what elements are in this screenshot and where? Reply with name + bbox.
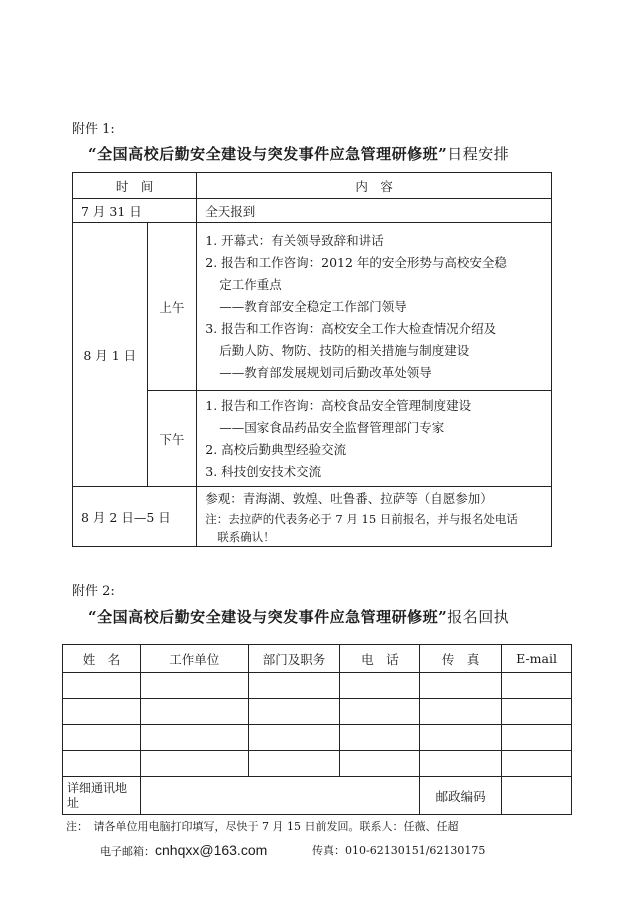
empty-cell[interactable] <box>63 751 141 777</box>
empty-cell[interactable] <box>140 725 248 751</box>
empty-cell[interactable] <box>140 699 248 725</box>
empty-cell[interactable] <box>63 725 141 751</box>
col-phone: 电 话 <box>340 645 420 673</box>
col-organization: 工作单位 <box>140 645 248 673</box>
empty-cell[interactable] <box>502 699 572 725</box>
attachment1-title <box>88 143 509 164</box>
pm-item: 1. 报告和工作咨询：高校食品安全管理制度建设 <box>205 397 472 413</box>
col-fax: 传 真 <box>420 645 502 673</box>
address-field[interactable] <box>140 777 419 815</box>
empty-cell[interactable] <box>340 725 420 751</box>
empty-cell[interactable] <box>502 673 572 699</box>
footer-email: cnhqxx@163.com <box>155 842 268 858</box>
visit-item: 参观：青海湖、敦煌、吐鲁番、拉萨等（自愿参加） <box>205 490 493 506</box>
empty-cell[interactable] <box>502 725 572 751</box>
empty-cell[interactable] <box>340 699 420 725</box>
attachment2-title <box>88 606 509 627</box>
empty-cell[interactable] <box>420 751 502 777</box>
schedule-date-jul31: 7 月 31 日 <box>73 199 197 223</box>
empty-cell[interactable] <box>248 725 340 751</box>
schedule-content-aug2-5 <box>197 487 552 547</box>
attachment1-label: 附件 1: <box>72 122 115 137</box>
schedule-date-aug2-5: 8 月 2 日—5 日 <box>73 487 197 547</box>
empty-cell[interactable] <box>420 725 502 751</box>
footer-note: 注： 请各单位用电脑打印填写，尽快于 7 月 15 日前发回。联系人：任薇、任超 <box>66 820 459 833</box>
empty-cell[interactable] <box>420 673 502 699</box>
empty-cell[interactable] <box>248 751 340 777</box>
col-name: 姓 名 <box>63 645 141 673</box>
postcode-label: 邮政编码 <box>420 777 502 815</box>
schedule-header-time: 时 间 <box>73 173 197 199</box>
schedule-pm-content <box>197 391 552 487</box>
empty-cell[interactable] <box>248 673 340 699</box>
table-row <box>63 699 572 725</box>
empty-cell[interactable] <box>502 751 572 777</box>
empty-cell[interactable] <box>420 699 502 725</box>
am-item: ——教育部安全稳定工作部门领导 <box>219 298 407 314</box>
empty-cell[interactable] <box>340 673 420 699</box>
schedule-am-content <box>197 223 552 391</box>
footer-fax: 传真：010-62130151/62130175 <box>312 844 486 857</box>
schedule-am-label: 上午 <box>147 223 197 391</box>
footer-email-label: 电子邮箱： <box>100 845 155 858</box>
empty-cell[interactable] <box>63 699 141 725</box>
schedule-content-jul31: 全天报到 <box>197 199 552 223</box>
col-email: E-mail <box>502 645 572 673</box>
schedule-date-aug1: 8 月 1 日 <box>73 223 148 487</box>
am-item: 1. 开幕式：有关领导致辞和讲话 <box>205 232 384 248</box>
visit-note: 注：去拉萨的代表务必于 7 月 15 日前报名，并与报名处电话 <box>205 511 518 526</box>
col-department: 部门及职务 <box>248 645 340 673</box>
empty-cell[interactable] <box>140 751 248 777</box>
pm-item: 2. 高校后勤典型经验交流 <box>205 441 347 457</box>
schedule-header-content: 内 容 <box>197 173 552 199</box>
pm-item: 3. 科技创安技术交流 <box>205 463 322 479</box>
visit-note-2: 联系确认！ <box>217 529 275 544</box>
am-item: 定工作重点 <box>219 276 282 292</box>
attachment2-title-suffix: 报名回执 <box>447 608 510 626</box>
pm-item: ——国家食品药品安全监督管理部门专家 <box>219 419 445 435</box>
footer-email-line <box>100 842 267 859</box>
am-item: ——教育部发展规划司后勤改革处领导 <box>219 364 432 380</box>
schedule-table <box>72 172 552 547</box>
attachment2-label: 附件 2: <box>72 584 115 599</box>
empty-cell[interactable] <box>248 699 340 725</box>
attachment2-title-main: “全国高校后勤安全建设与突发事件应急管理研修班” <box>88 608 448 626</box>
address-label: 详细通讯地 址 <box>63 777 141 815</box>
attachment1-title-suffix: 日程安排 <box>447 145 510 163</box>
am-item: 后勤人防、物防、技防的相关措施与制度建设 <box>219 342 470 358</box>
table-row <box>63 673 572 699</box>
registration-table <box>62 644 572 815</box>
am-item: 2. 报告和工作咨询：2012 年的安全形势与高校安全稳 <box>205 254 507 270</box>
empty-cell[interactable] <box>63 673 141 699</box>
table-row <box>63 725 572 751</box>
empty-cell[interactable] <box>140 673 248 699</box>
empty-cell[interactable] <box>340 751 420 777</box>
attachment1-title-main: “全国高校后勤安全建设与突发事件应急管理研修班” <box>88 145 448 163</box>
postcode-field[interactable] <box>502 777 572 815</box>
table-row <box>63 751 572 777</box>
am-item: 3. 报告和工作咨询：高校安全工作大检查情况介绍及 <box>205 320 497 336</box>
schedule-pm-label: 下午 <box>147 391 197 487</box>
